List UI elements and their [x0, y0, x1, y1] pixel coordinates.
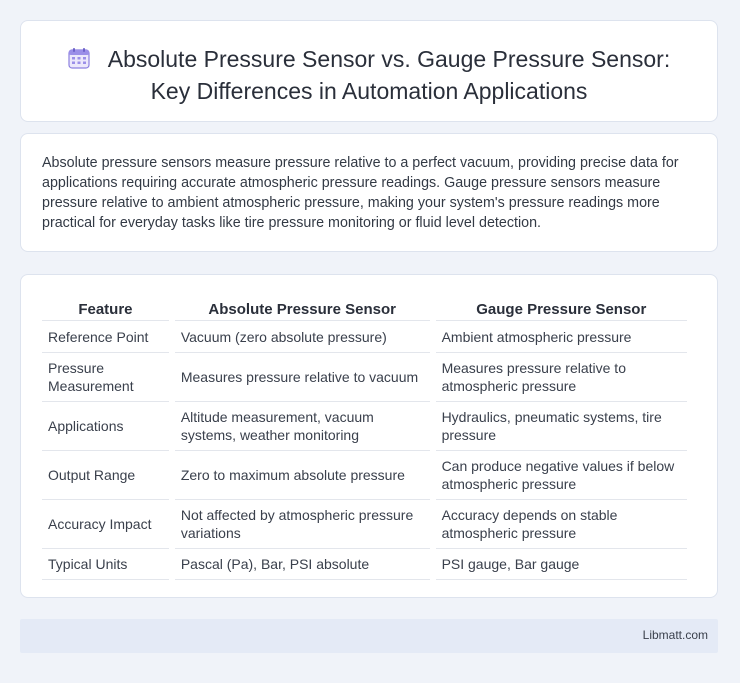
comparison-card	[20, 274, 718, 598]
gauge-cell: Accuracy depends on stable atmospheric pressure	[436, 500, 687, 549]
title-line-1: Absolute Pressure Sensor vs. Gauge Pressure Sensor:	[107, 46, 671, 72]
table-row	[42, 321, 687, 353]
table-row	[42, 353, 687, 402]
header-absolute: Absolute Pressure Sensor	[175, 294, 430, 321]
gauge-cell: Hydraulics, pneumatic systems, tire pressure	[436, 402, 687, 451]
table-row	[42, 500, 687, 549]
absolute-cell: Not affected by atmospheric pressure variations	[175, 500, 430, 549]
title-card	[20, 20, 718, 122]
feature-cell: Reference Point	[42, 321, 169, 353]
absolute-cell: Altitude measurement, vacuum systems, weather monitoring	[175, 402, 430, 451]
feature-cell: Accuracy Impact	[42, 500, 169, 549]
absolute-cell: Zero to maximum absolute pressure	[175, 451, 430, 500]
calendar-icon	[68, 46, 90, 76]
header-feature: Feature	[42, 294, 169, 321]
absolute-cell: Vacuum (zero absolute pressure)	[175, 321, 430, 353]
feature-cell: Pressure Measurement	[42, 353, 169, 402]
table-row	[42, 451, 687, 500]
gauge-cell: Measures pressure relative to atmospheric pressure	[436, 353, 687, 402]
footer	[20, 619, 718, 653]
table-header-row	[42, 294, 687, 321]
intro-card	[20, 133, 718, 252]
absolute-cell: Pascal (Pa), Bar, PSI absolute	[175, 549, 430, 580]
feature-cell: Output Range	[42, 451, 169, 500]
title-wrap	[21, 44, 717, 106]
feature-cell: Applications	[42, 402, 169, 451]
page-title	[21, 44, 717, 106]
gauge-cell: Can produce negative values if below atmospheric pressure	[436, 451, 687, 500]
header-gauge: Gauge Pressure Sensor	[436, 294, 687, 321]
feature-cell: Typical Units	[42, 549, 169, 580]
gauge-cell: Ambient atmospheric pressure	[436, 321, 687, 353]
absolute-cell: Measures pressure relative to vacuum	[175, 353, 430, 402]
title-line-2: Key Differences in Automation Applications	[150, 78, 588, 104]
gauge-cell: PSI gauge, Bar gauge	[436, 549, 687, 580]
comparison-table	[36, 294, 693, 580]
intro-text: Absolute pressure sensors measure pressure relative to a perfect vacuum, providing precise data for applications requiring accurate atmospheric pressure readings. Gauge pressure sensors measure pressure relative to ambient atmospheric pressure, making your system's pressure readings more practical for everyday tasks like tire pressure monitoring or fluid level detection.	[42, 155, 679, 231]
table-row	[42, 549, 687, 580]
table-row	[42, 402, 687, 451]
footer-brand: Libmatt.com	[642, 628, 708, 642]
